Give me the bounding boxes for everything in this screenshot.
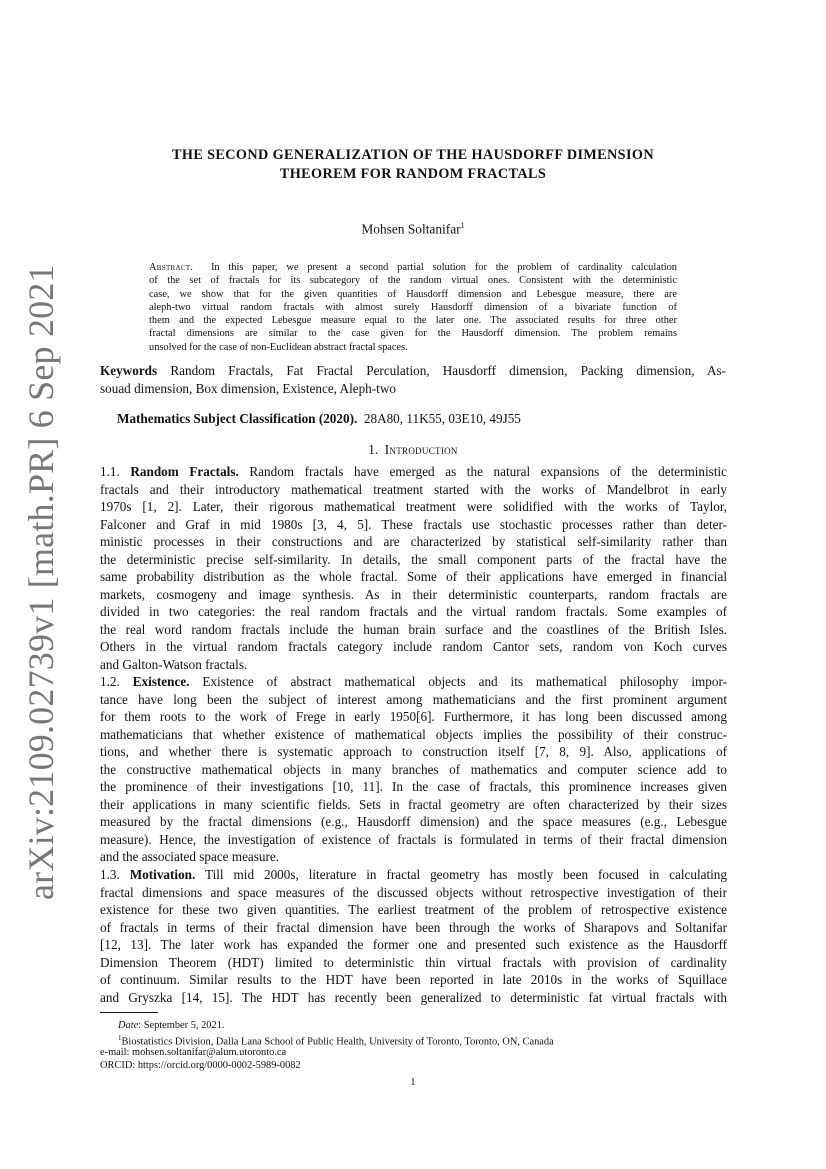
footnote-orcid: ORCID: https://orcid.org/0000-0002-5989-0082 <box>100 1060 301 1071</box>
paragraph-line: divided in two categories: the real random fractals and the virtual random fractals. Some examples of <box>100 604 727 619</box>
title-line: THE SECOND GENERALIZATION OF THE HAUSDORFF DIMENSION <box>172 147 654 163</box>
keywords <box>100 362 726 397</box>
paragraph-line: the deterministic precise self-similarity. In details, the small component parts of the fractal have the <box>100 551 727 567</box>
paragraph-line: the prominence of their investigations [10, 11]. In the case of fractals, this prominence increases given <box>100 779 727 794</box>
paragraph-line: measured by the fractal dimensions (e.g., Hausdorff dimension) and the space measures (e.g., Lebesgue <box>100 814 727 829</box>
paragraph-heading: Existence. <box>132 674 190 689</box>
page-number: 1 <box>410 1077 416 1088</box>
paragraph-line <box>100 673 727 691</box>
paragraph-line: 1970s [1, 2]. Later, their rigorous mathematical treatment were solidified with the works of Taylor, <box>100 499 727 514</box>
paragraph-line: their applications in many scientific fields. Sets in fractal geometry are often characterized by their sizes <box>100 796 727 812</box>
paragraph-line: the real word random fractals include the human brain surface and the coastlines of the British Isles. <box>100 621 727 637</box>
paragraph-motivation <box>100 866 727 1006</box>
abstract-line: of the set of fractals for its subcategory of the random virtual ones. Consistent with the deterministic <box>149 275 677 287</box>
abstract-line: unsolved for the case of non-Euclidean abstract fractal spaces. <box>149 341 408 353</box>
paragraph-heading: Random Fractals. <box>130 464 239 479</box>
paragraph-line: same probability distribution as the whole fractal. Some of their applications have emerged in financial <box>100 569 727 584</box>
paragraph-text: Random fractals have emerged as the natural expansions of the deterministic <box>249 464 728 479</box>
paragraph-text: Till mid 2000s, literature in fractal geometry has mostly been focused in calculating <box>205 867 727 882</box>
paragraph-line <box>100 866 727 884</box>
keywords-line: souad dimension, Box dimension, Existence, Aleph-two <box>100 380 396 396</box>
paragraph-line: fractals and their introductory mathematical treatment started with the works of Mandelbrot in early <box>100 481 727 497</box>
author-line <box>100 221 726 237</box>
abstract-heading: Abstract. <box>149 262 194 273</box>
paragraph-line: and Gryszka [14, 15]. The HDT has recently been generalized to deterministic fat virtual fractals with <box>100 989 727 1005</box>
arxiv-side-stamp: arXiv:2109.02739v1 [math.PR] 6 Sep 2021 <box>21 264 61 900</box>
paragraph-line: of fractals in terms of their fractal dimension have been through the works of Sharapovs and Soltanifar <box>100 919 727 935</box>
paragraph-number: 1.1. <box>100 464 120 479</box>
paragraph-line: measure). Hence, the investigation of existence of fractals is formulated in terms of their fractal dimension <box>100 831 727 847</box>
paragraph-random-fractals <box>100 463 727 673</box>
paragraph-line <box>100 463 727 481</box>
paper-title <box>100 146 726 184</box>
abstract-line: aleph-two virtual random fractals with almost surely Hausdorff dimension of a bivariate function of <box>149 301 677 313</box>
msc-heading: Mathematics Subject Classification (2020). <box>117 411 358 426</box>
paragraph-line: for them roots to the work of Frege in early 1950[6]. Furthermore, it has long been discussed among <box>100 709 727 724</box>
paragraph-line: tance have long been the subject of interest among mathematicians and the first prominent argument <box>100 691 727 707</box>
keywords-heading: Keywords <box>100 363 158 378</box>
paragraph-line: tions, and whether there is systematic approach to construction itself [7, 8, 9]. Also, applications of <box>100 744 727 759</box>
author-name: Mohsen Soltanifar <box>361 221 461 237</box>
date-value: : September 5, 2021. <box>138 1020 225 1031</box>
paragraph-line: Falconer and Graf in mid 1980s [3, 4, 5]. These fractals use stochastic processes rather than deter- <box>100 516 727 532</box>
title-line: THEOREM FOR RANDOM FRACTALS <box>279 166 547 182</box>
abstract-line: them and the expected Lebesgue measure equal to the later one. The associated results for three other <box>149 315 677 327</box>
abstract-line: fractal dimensions are similar to the case given for the Hausdorff dimension. The problem remains <box>149 328 677 340</box>
paragraph-line: fractal dimensions and space measures of the discussed objects without retrospective investigation of their <box>100 884 727 900</box>
section-number: 1. <box>368 442 379 457</box>
paragraph-number: 1.3. <box>100 867 120 882</box>
footnote-email: e-mail: mohsen.soltanifar@alum.utoronto.ca <box>100 1047 287 1058</box>
keywords-text: Random Fractals, Fat Fractal Perculation, Hausdorff dimension, Packing dimension, As- <box>170 363 726 378</box>
paragraph-heading: Motivation. <box>129 867 196 882</box>
section-title: Introduction <box>384 442 458 457</box>
author-affil-mark: 1 <box>460 221 465 230</box>
abstract-text: In this paper, we present a second partial solution for the problem of cardinality calculation <box>210 262 677 273</box>
keywords-line <box>100 362 726 380</box>
paragraph-existence <box>100 673 727 866</box>
paragraph-line: of continuum. Similar results to the HDT have been reported in late 2010s in the works of Squillace <box>100 972 727 987</box>
paragraph-line: and the associated space measure. <box>100 849 280 864</box>
msc-classification <box>117 411 727 427</box>
paragraph-line: [12, 13]. The later work has expanded the former one and presented such existence as the Hausdorff <box>100 937 727 952</box>
footnote-date <box>118 1019 744 1033</box>
paragraph-line: existence for these two given quantities. The earliest treatment of the problem of retrospective existence <box>100 902 727 917</box>
paragraph-number: 1.2. <box>100 674 120 689</box>
paragraph-text: Existence of abstract mathematical objects and its mathematical philosophy impor- <box>202 674 728 689</box>
affiliation-text: Biostatistics Division, Dalla Lana School of Public Health, University of Toronto, Toronto, ON, Canada <box>121 1036 554 1048</box>
paragraph-line: ministic processes in their constructions and are characterized by statistical self-similarity rather than <box>100 534 727 549</box>
msc-codes: 28A80, 11K55, 03E10, 49J55 <box>363 411 521 426</box>
section-heading <box>100 442 726 458</box>
paragraph-line: the constructive mathematical objects in many branches of mathematics and computer science add to <box>100 761 727 777</box>
paragraph-line: mathematicians that whether existence of mathematical objects implies the possibility of their construc- <box>100 726 727 742</box>
paragraph-line: markets, cosmogeny and image synthesis. As in their deterministic counterparts, random fractals are <box>100 586 727 602</box>
abstract-line: case, we show that for the given quantities of Hausdorff dimension and Lebesgue measure, there are <box>149 288 677 300</box>
affiliation-mark: 1 <box>118 1034 122 1042</box>
abstract <box>149 261 677 354</box>
abstract-line <box>149 261 677 274</box>
paragraph-line: and Galton-Watson fractals. <box>100 656 248 672</box>
paragraph-line: Others in the virtual random fractals category include random Cantor sets, random von Koch curves <box>100 639 727 654</box>
date-label: Date <box>118 1020 139 1031</box>
paragraph-line: Dimension Theorem (HDT) limited to deterministic thin virtual fractals with provision of cardinality <box>100 954 727 970</box>
footnote-rule <box>100 1012 158 1013</box>
